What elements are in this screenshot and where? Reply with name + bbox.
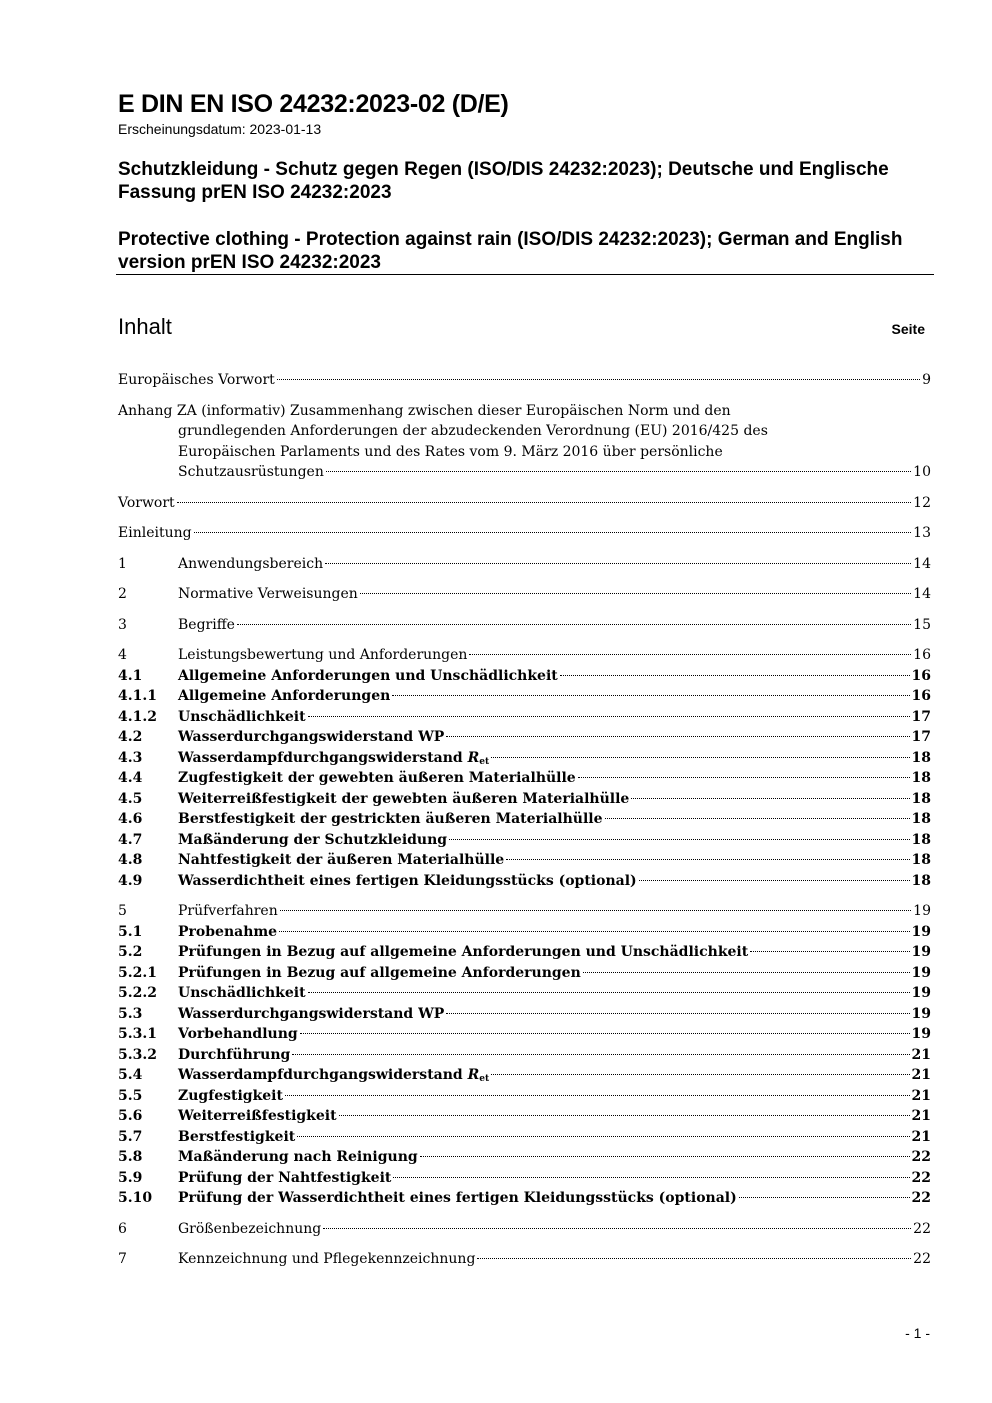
- toc-entry-page: 10: [913, 464, 931, 480]
- toc-entry-5-3[interactable]: [118, 1004, 931, 1025]
- toc-entry-3[interactable]: [118, 615, 931, 636]
- toc-entry-page: 17: [911, 729, 931, 745]
- toc-entry-einleitung[interactable]: [118, 523, 931, 544]
- toc-entry-number: 5.3.2: [118, 1046, 157, 1063]
- toc-entry-4-6[interactable]: [118, 809, 931, 830]
- toc-entry-number: 5.8: [118, 1149, 143, 1165]
- toc-leader-dots: [605, 818, 910, 819]
- toc-entry-page: 21: [911, 1067, 931, 1083]
- toc-entry-5-2-1[interactable]: [118, 963, 931, 984]
- toc-leader-dots: [578, 777, 910, 778]
- toc-entry-5-8[interactable]: [118, 1147, 931, 1168]
- toc-entry-number: 4.3: [118, 749, 143, 766]
- toc-entry-5-6[interactable]: [118, 1106, 931, 1127]
- toc-entry-page: 16: [911, 688, 931, 704]
- toc-leader-dots: [308, 716, 910, 717]
- toc-entry-label: Prüfungen in Bezug auf allgemeine Anforderungen und Unschädlichkeit: [178, 944, 749, 960]
- toc-entry-page: 15: [913, 616, 931, 633]
- toc-entry-label: Maßänderung der Schutzkleidung: [178, 831, 448, 848]
- toc-entry-number: 5.3: [118, 1005, 143, 1022]
- toc-entry-page: 18: [911, 831, 931, 848]
- toc-leader-dots: [583, 972, 910, 973]
- toc-entry-number: 6: [118, 1220, 127, 1237]
- toc-entry-label: Anwendungsbereich: [178, 555, 324, 572]
- toc-entry-page: 14: [913, 586, 931, 602]
- toc-leader-dots: [237, 624, 911, 625]
- toc-entry-label-cont: Schutzausrüstungen: [178, 464, 324, 480]
- toc-entry-number: 2: [118, 586, 127, 602]
- toc-entry-5[interactable]: [118, 901, 931, 922]
- toc-leader-dots: [297, 1136, 909, 1137]
- toc-leader-dots: [491, 1074, 909, 1075]
- toc-entry-number: 5: [118, 903, 127, 919]
- toc-entry-page: 21: [911, 1087, 931, 1104]
- toc-entry-4-5[interactable]: [118, 789, 931, 810]
- toc-leader-dots: [560, 675, 910, 676]
- toc-entry-label: Berstfestigkeit: [178, 1128, 296, 1145]
- toc-entry-page: 17: [911, 708, 931, 725]
- toc-leader-dots: [285, 1095, 910, 1096]
- page-number: - 1 -: [905, 1325, 930, 1341]
- toc-entry-page: 16: [911, 667, 931, 684]
- symbol-r: R: [467, 1067, 480, 1083]
- toc-entry-page: 12: [913, 494, 931, 511]
- toc-entry-page: 21: [911, 1108, 931, 1124]
- toc-entry-label: Zugfestigkeit der gewebten äußeren Materialhülle: [178, 770, 576, 786]
- toc-leader-dots: [277, 379, 920, 380]
- toc-entry-label: Prüfung der Wasserdichtheit eines fertigen Kleidungsstücks (optional): [178, 1190, 737, 1206]
- toc-entry-page: 19: [911, 964, 931, 981]
- toc-entry-5-2-2[interactable]: [118, 983, 931, 1004]
- toc-entry-6[interactable]: [118, 1219, 931, 1240]
- toc-leader-dots: [392, 695, 909, 696]
- toc-entry-number: 4.9: [118, 872, 143, 889]
- toc-entry-page: 18: [911, 872, 931, 889]
- toc-entry-page: 19: [911, 923, 931, 940]
- toc-leader-dots: [300, 1033, 910, 1034]
- toc-entry-label: Wasserdurchgangswiderstand WP: [178, 729, 445, 745]
- toc-entry-label: Unschädlichkeit: [178, 708, 306, 725]
- toc-entry-number: 5.2: [118, 944, 143, 960]
- toc-entry-4-1-1[interactable]: [118, 686, 931, 707]
- toc-entry-7[interactable]: [118, 1249, 931, 1270]
- toc-entry-number: 5.4: [118, 1067, 143, 1083]
- toc-leader-dots: [360, 593, 911, 594]
- toc-leader-dots: [750, 951, 909, 952]
- toc-entry-4-1[interactable]: [118, 666, 931, 687]
- toc-entry-europaeisches-vorwort[interactable]: [118, 370, 931, 391]
- toc-entry-page: 19: [911, 1005, 931, 1022]
- toc-entry-5-4[interactable]: [118, 1065, 931, 1086]
- toc-heading: Inhalt: [118, 314, 172, 339]
- toc-leader-dots: [323, 1228, 911, 1229]
- toc-leader-dots: [177, 502, 911, 503]
- toc-leader-dots: [446, 736, 909, 737]
- toc-entry-label: Durchführung: [178, 1046, 291, 1063]
- toc-entry-label: Prüfungen in Bezug auf allgemeine Anforderungen: [178, 964, 581, 981]
- toc-entry-4-7[interactable]: [118, 830, 931, 851]
- toc-entry-5-9[interactable]: [118, 1168, 931, 1189]
- toc-entry-label: Normative Verweisungen: [178, 586, 358, 602]
- toc-entry-5-3-2[interactable]: [118, 1045, 931, 1066]
- toc-entry-label: Unschädlichkeit: [178, 985, 306, 1001]
- toc-entry-label: Europäisches Vorwort: [118, 372, 275, 388]
- toc-leader-dots: [739, 1197, 910, 1198]
- toc-entry-number: 7: [118, 1251, 127, 1267]
- toc-leader-dots: [491, 757, 909, 758]
- subscript-et: et: [479, 1074, 490, 1084]
- toc-entry-2[interactable]: [118, 584, 931, 605]
- toc-entry-label: Nahtfestigkeit der äußeren Materialhülle: [178, 852, 505, 868]
- toc-entry-page: 14: [913, 555, 931, 572]
- toc-entry-label: Wasserdampfdurchgangswiderstand $R_{et}$: [178, 1067, 490, 1084]
- toc-entry-page: 18: [911, 811, 931, 827]
- toc-leader-dots: [420, 1156, 910, 1157]
- toc-entry-5-1[interactable]: [118, 922, 931, 943]
- toc-leader-dots: [194, 532, 912, 533]
- toc-leader-dots: [469, 654, 911, 655]
- toc-entry-4[interactable]: [118, 645, 931, 666]
- toc-entry-label: Größenbezeichnung: [178, 1220, 322, 1237]
- toc-entry-label-cont: grundlegenden Anforderungen der abzudeckenden Verordnung (EU) 2016/425 des: [178, 423, 768, 439]
- toc-entry-number: 5.9: [118, 1169, 143, 1186]
- toc-leader-dots: [449, 839, 909, 840]
- toc-entry-page: 21: [911, 1128, 931, 1145]
- toc-entry-label: Anhang ZA (informativ) Zusammenhang zwischen dieser Europäischen Norm und den: [118, 402, 731, 419]
- toc-entry-number: 1: [118, 555, 127, 572]
- toc-leader-dots: [339, 1115, 910, 1116]
- toc-entry-5-2[interactable]: [118, 942, 931, 963]
- toc-entry-label-cont: Europäischen Parlaments und des Rates vom 9. März 2016 über persönliche: [178, 443, 723, 460]
- toc-entry-4-1-2[interactable]: [118, 707, 931, 728]
- toc-entry-label: Prüfung der Nahtfestigkeit: [178, 1169, 392, 1186]
- toc-entry-number: 4.1: [118, 667, 143, 684]
- toc-entry-anhang-za[interactable]: [118, 401, 931, 483]
- toc-entry-number: 5.5: [118, 1087, 143, 1104]
- toc-entry-label: Wasserdichtheit eines fertigen Kleidungsstücks (optional): [178, 872, 637, 889]
- toc-entry-label: Begriffe: [178, 616, 235, 633]
- toc-entry-4-3[interactable]: [118, 748, 931, 769]
- toc-entry-number: 5.2.1: [118, 964, 157, 981]
- toc-entry-5-5[interactable]: [118, 1086, 931, 1107]
- toc-leader-dots: [393, 1177, 909, 1178]
- toc-entry-label: Leistungsbewertung und Anforderungen: [178, 647, 468, 663]
- toc-page-column-heading: Seite: [891, 321, 925, 337]
- title-english: Protective clothing - Protection against rain (ISO/DIS 24232:2023); German and English version prEN ISO 24232:2023: [118, 229, 903, 273]
- toc-entry-page: 9: [922, 372, 931, 388]
- subscript-et: et: [479, 756, 490, 767]
- toc-leader-dots: [325, 563, 911, 564]
- toc-entry-number: 5.7: [118, 1128, 143, 1145]
- toc-entry-number: 4.8: [118, 852, 143, 868]
- toc-entry-number: 4.2: [118, 729, 143, 745]
- toc-entry-number: 4.1.2: [118, 708, 157, 725]
- toc-entry-page: 22: [913, 1220, 931, 1237]
- toc-entry-label: Allgemeine Anforderungen und Unschädlichkeit: [178, 667, 558, 684]
- toc-leader-dots: [280, 910, 911, 911]
- toc-entry-label: Probenahme: [178, 923, 278, 940]
- toc-entry-label: Weiterreißfestigkeit der gewebten äußeren Materialhülle: [178, 790, 630, 807]
- toc-entry-4-2[interactable]: [118, 727, 931, 748]
- toc-entry-5-7[interactable]: [118, 1127, 931, 1148]
- toc-entry-label: Berstfestigkeit der gestrickten äußeren Materialhülle: [178, 811, 603, 827]
- table-of-contents: [118, 370, 931, 1270]
- toc-entry-label: Zugfestigkeit: [178, 1087, 283, 1104]
- toc-entry-label: Maßänderung nach Reinigung: [178, 1149, 418, 1165]
- toc-entry-page: 18: [911, 852, 931, 868]
- toc-entry-label: Prüfverfahren: [178, 903, 278, 919]
- toc-entry-number: 5.10: [118, 1190, 153, 1206]
- toc-entry-1[interactable]: [118, 554, 931, 575]
- toc-entry-5-3-1[interactable]: [118, 1024, 931, 1045]
- toc-entry-page: 19: [911, 944, 931, 960]
- toc-entry-page: 18: [911, 790, 931, 807]
- toc-entry-4-9[interactable]: [118, 871, 931, 892]
- toc-leader-dots: [326, 471, 911, 472]
- toc-entry-number: 3: [118, 616, 127, 633]
- toc-entry-page: 19: [913, 903, 931, 919]
- toc-entry-number: 5.1: [118, 923, 143, 940]
- toc-entry-page: 22: [911, 1169, 931, 1186]
- toc-entry-page: 22: [911, 1149, 931, 1165]
- toc-entry-number: 5.2.2: [118, 985, 157, 1001]
- toc-leader-dots: [639, 880, 910, 881]
- toc-entry-number: 4.7: [118, 831, 143, 848]
- toc-entry-4-8[interactable]: [118, 850, 931, 871]
- toc-entry-number: 5.3.1: [118, 1026, 157, 1042]
- toc-entry-label: Wasserdurchgangswiderstand WP: [178, 1005, 445, 1022]
- toc-entry-number: 4.6: [118, 811, 143, 827]
- document-title: E DIN EN ISO 24232:2023-02 (D/E): [118, 90, 509, 118]
- toc-leader-dots: [506, 859, 909, 860]
- toc-entry-vorwort[interactable]: [118, 493, 931, 514]
- toc-entry-label: Einleitung: [118, 525, 192, 541]
- title-divider: [116, 274, 934, 275]
- toc-entry-page: 18: [911, 770, 931, 786]
- toc-entry-page: 19: [911, 985, 931, 1001]
- symbol-r: R: [467, 749, 480, 766]
- toc-entry-page: 19: [911, 1026, 931, 1042]
- toc-entry-number: 4.4: [118, 770, 143, 786]
- title-german: Schutzkleidung - Schutz gegen Regen (ISO/DIS 24232:2023); Deutsche und Englische Fassung prEN ISO 24232:2023: [118, 159, 889, 203]
- toc-leader-dots: [279, 931, 909, 932]
- toc-leader-dots: [477, 1258, 911, 1259]
- toc-leader-dots: [308, 992, 910, 993]
- toc-entry-number: 5.6: [118, 1108, 143, 1124]
- toc-entry-label: Weiterreißfestigkeit: [178, 1108, 337, 1124]
- toc-entry-page: 21: [911, 1046, 931, 1063]
- toc-entry-number: 4.1.1: [118, 688, 157, 704]
- toc-entry-label: Vorbehandlung: [178, 1026, 298, 1042]
- toc-entry-label: Vorwort: [118, 494, 175, 511]
- toc-leader-dots: [292, 1054, 909, 1055]
- toc-entry-page: 18: [911, 749, 931, 766]
- toc-entry-label: Wasserdampfdurchgangswiderstand $R_{et}$: [178, 749, 490, 767]
- toc-leader-dots: [631, 798, 909, 799]
- toc-entry-number: 4: [118, 647, 127, 663]
- toc-leader-dots: [446, 1013, 909, 1014]
- toc-entry-page: 22: [913, 1251, 931, 1267]
- toc-entry-page: 22: [911, 1190, 931, 1206]
- toc-entry-label: Kennzeichnung und Pflegekennzeichnung: [178, 1251, 476, 1267]
- publication-date: Erscheinungsdatum: 2023-01-13: [118, 121, 322, 137]
- toc-entry-4-4[interactable]: [118, 768, 931, 789]
- toc-entry-5-10[interactable]: [118, 1188, 931, 1209]
- toc-entry-page: 16: [913, 647, 931, 663]
- toc-entry-number: 4.5: [118, 790, 143, 807]
- toc-entry-page: 13: [913, 525, 931, 541]
- toc-entry-label: Allgemeine Anforderungen: [178, 688, 391, 704]
